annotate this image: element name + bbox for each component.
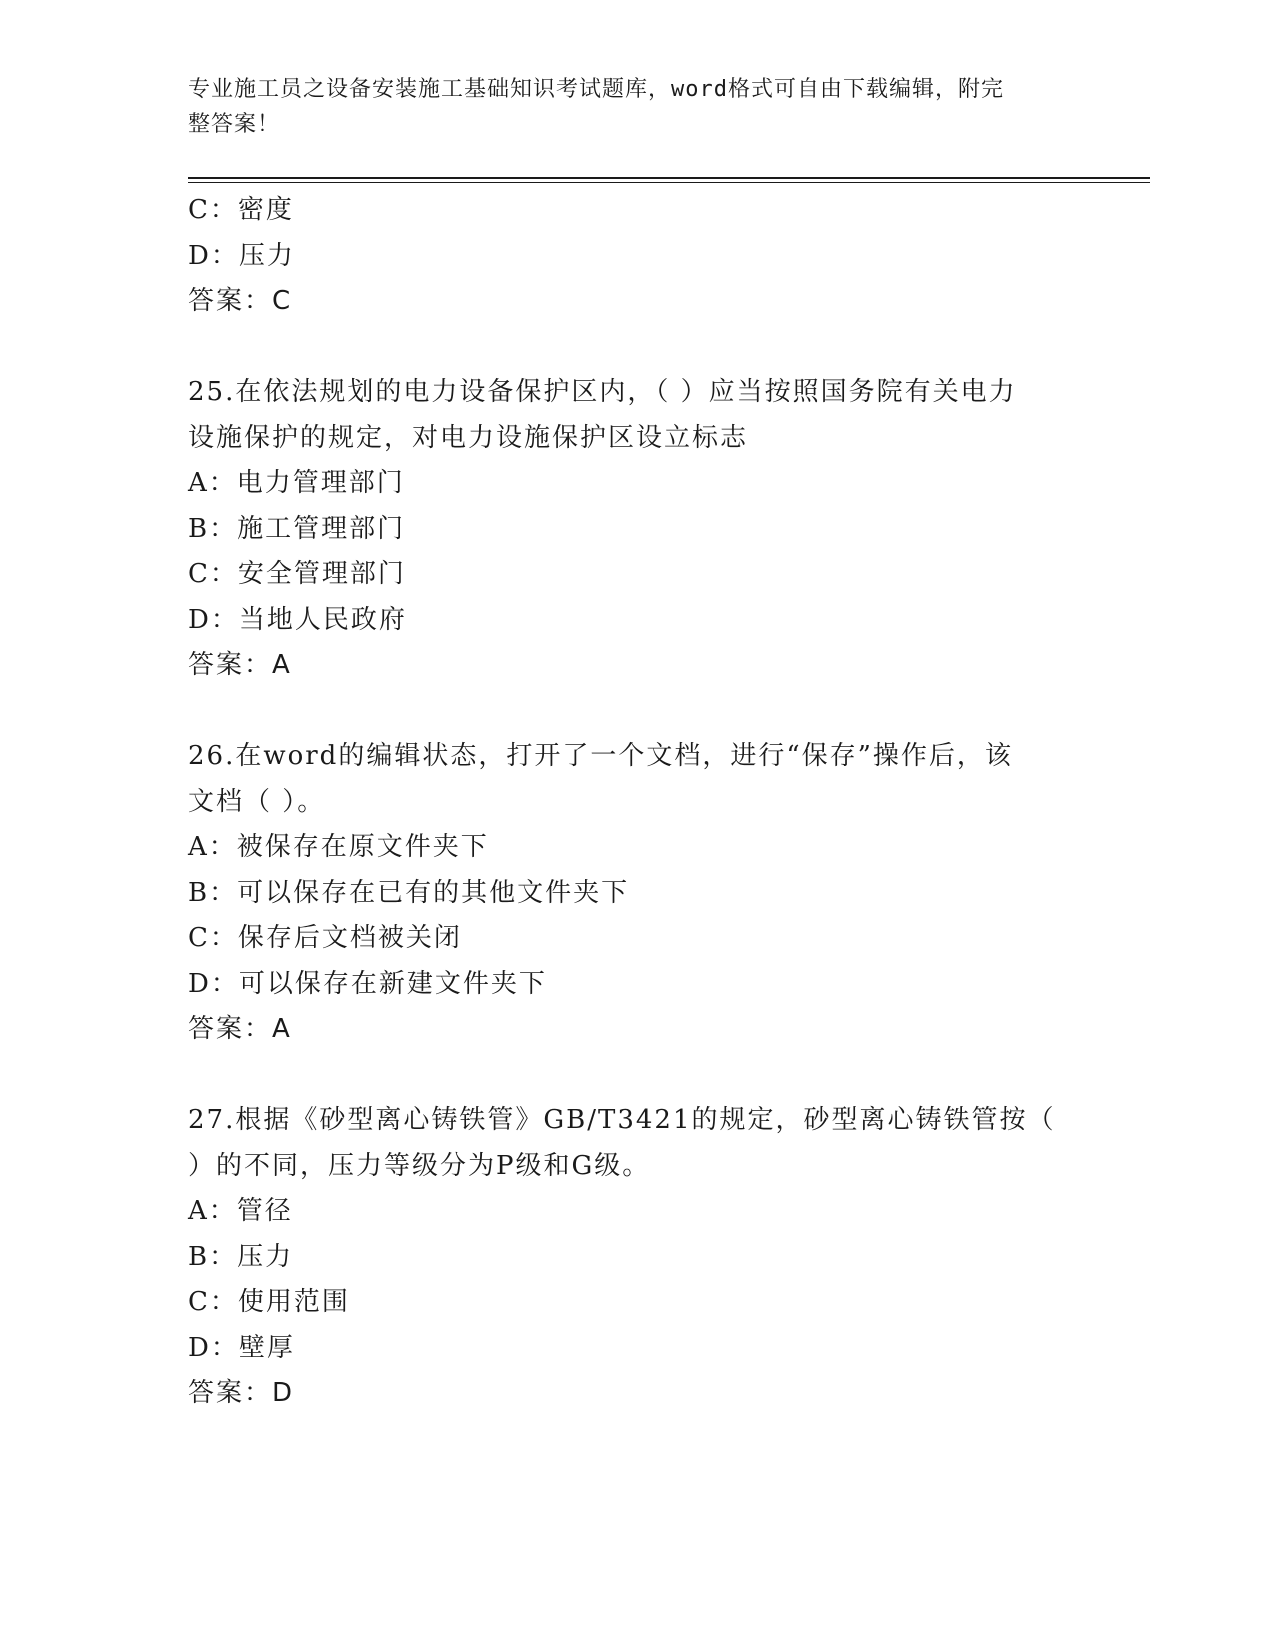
option-key: C： (188, 1287, 238, 1317)
option-key: C： (188, 923, 238, 953)
option-d (188, 962, 1068, 1008)
option-d (188, 1326, 1068, 1372)
option-key: B： (188, 1241, 238, 1272)
answer-line: 答案：A (188, 650, 292, 680)
option-d (188, 234, 1068, 280)
option-a (188, 461, 1068, 507)
header-divider-thin (188, 182, 1150, 183)
option-text: 电力管理部门 (236, 468, 405, 498)
option-key: A： (188, 468, 237, 498)
document-header (188, 72, 1068, 142)
option-key: B： (188, 877, 238, 908)
question-text-line: 25.在依法规划的电力设备保护区内，（ ）应当按照国务院有关电力 (188, 377, 1017, 407)
spacer (188, 689, 1068, 735)
option-text: 使用范围 (237, 1287, 350, 1317)
option-key: C： (188, 195, 238, 225)
option-text: 安全管理部门 (237, 559, 406, 589)
partial-question (188, 188, 1068, 325)
option-text: 压力 (237, 1241, 294, 1272)
option-c (188, 916, 1068, 962)
spacer (188, 325, 1068, 371)
option-key: C： (188, 559, 238, 589)
answer-line: 答案：A (188, 1014, 292, 1044)
option-d (188, 598, 1068, 644)
option-c (188, 1280, 1068, 1326)
option-b (188, 1235, 1068, 1281)
question-27 (188, 1098, 1068, 1417)
answer-line: 答案：D (188, 1378, 295, 1408)
header-divider-thick (188, 177, 1150, 179)
option-text: 壁厚 (238, 1332, 295, 1363)
answer-line: 答案：C (188, 286, 293, 316)
option-text: 可以保存在新建文件夹下 (238, 968, 547, 999)
question-text-line: 26.在word的编辑状态，打开了一个文档，进行“保存”操作后，该 (188, 741, 1013, 771)
option-key: B： (188, 513, 238, 544)
question-25 (188, 370, 1068, 689)
option-c (188, 188, 1068, 234)
option-key: A： (188, 1196, 237, 1226)
option-text: 施工管理部门 (237, 513, 406, 544)
option-b (188, 871, 1068, 917)
option-key: D： (188, 968, 239, 999)
question-content (188, 188, 1068, 1417)
question-text-line: 设施保护的规定，对电力设施保护区设立标志 (188, 422, 749, 453)
spacer (188, 1053, 1068, 1099)
option-text: 可以保存在已有的其他文件夹下 (237, 877, 630, 908)
option-key: D： (188, 604, 239, 635)
option-key: D： (188, 240, 239, 271)
option-b (188, 507, 1068, 553)
question-text-line: 文档（ ）。 (188, 786, 326, 817)
question-text-line: ）的不同，压力等级分为P级和G级。 (188, 1150, 651, 1181)
header-line-1: 专业施工员之设备安装施工基础知识考试题库，word格式可自由下载编辑，附完 (188, 77, 1004, 102)
option-c (188, 552, 1068, 598)
option-key: D： (188, 1332, 239, 1363)
question-26 (188, 734, 1068, 1053)
option-text: 管径 (236, 1196, 293, 1226)
question-text-line: 27.根据《砂型离心铸铁管》GB/T3421的规定，砂型离心铸铁管按（ (188, 1105, 1056, 1135)
option-key: A： (188, 832, 237, 862)
option-text: 压力 (238, 240, 295, 271)
option-a (188, 825, 1068, 871)
option-text: 保存后文档被关闭 (237, 923, 462, 953)
option-a (188, 1189, 1068, 1235)
option-text: 被保存在原文件夹下 (236, 832, 489, 862)
option-text: 密度 (237, 195, 294, 225)
option-text: 当地人民政府 (238, 604, 407, 635)
header-line-2: 整答案！ (188, 112, 281, 137)
